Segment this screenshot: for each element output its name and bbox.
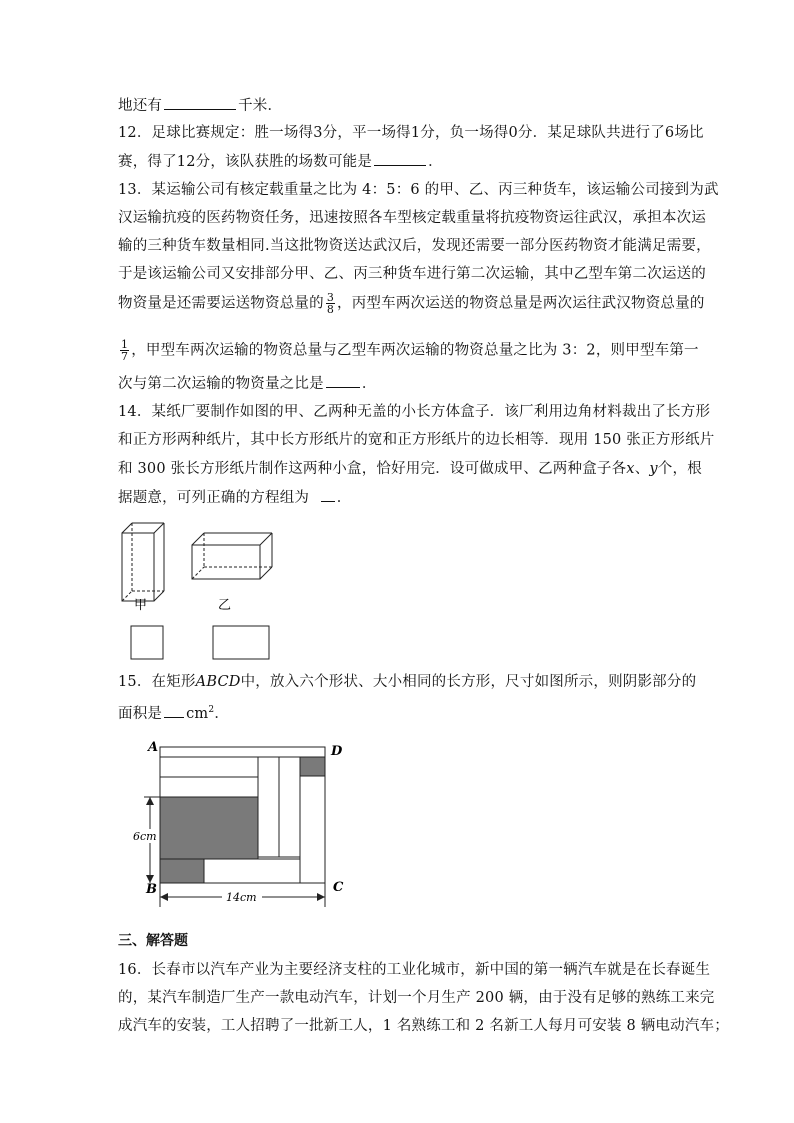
rectangle-figure <box>130 735 360 915</box>
vertex-d: D <box>331 744 343 759</box>
question-12-line2 <box>118 151 443 172</box>
rect-name: ABCD <box>195 674 241 690</box>
shaded-region <box>300 757 325 776</box>
answer-blank[interactable] <box>326 373 360 388</box>
small-rectangle <box>160 757 258 777</box>
shaded-region <box>160 859 204 883</box>
small-rectangle <box>300 776 325 883</box>
small-rectangle <box>279 757 300 857</box>
text: ． <box>336 490 352 506</box>
text: 15．在矩形 <box>118 674 196 690</box>
label-jia: 甲 <box>134 598 148 613</box>
answer-blank[interactable] <box>164 95 236 110</box>
question-13-line7 <box>118 373 377 394</box>
text: cm <box>186 705 209 722</box>
text: 千米． <box>238 98 283 114</box>
question-14-line3 <box>118 459 702 479</box>
question-15-line2 <box>118 700 229 724</box>
text: ，丙型车两次运送的物资总量是两次运往武汉物资总量的 <box>337 295 705 312</box>
small-rectangle <box>160 777 258 797</box>
vertex-b: B <box>146 882 157 897</box>
question-13-line3: 输的三种货车数量相同.当这批物资送达武汉后，发现还需要一部分医药物资才能满足需要， <box>118 238 711 254</box>
text-line <box>118 95 282 116</box>
text: 和 300 张长方形纸片制作这两种小盒，恰好用完．设可做成甲、乙两种盒子各 <box>118 461 627 477</box>
text: 中，放入六个形状、大小相同的长方形，尺寸如图所示，则阴影部分的 <box>240 674 697 690</box>
section-title: 三、解答题 <box>118 933 188 949</box>
fraction-numerator: 3 <box>326 291 335 304</box>
answer-blank[interactable] <box>164 703 184 718</box>
small-rectangle <box>258 757 279 857</box>
text: 物资量是还需要运送物资总量的 <box>118 295 324 312</box>
fraction-1-7 <box>120 339 129 362</box>
dim-width: 14cm <box>226 891 257 904</box>
answer-blank[interactable] <box>374 151 426 166</box>
text: ． <box>428 154 443 170</box>
variable-y: y <box>649 461 658 477</box>
question-13-line2: 汉运输抗疫的医药物资任务，迅速按照各车型核定载重量将抗疫物资运往武汉，承担本次运 <box>118 210 706 226</box>
question-13-line5 <box>118 292 705 315</box>
question-15-line1 <box>118 672 696 692</box>
text: ． <box>214 705 230 722</box>
text: ，甲型车两次运输的物资总量与乙型车两次运输的物资总量之比为 3：2，则甲型车第一 <box>131 342 699 359</box>
text: 面积是 <box>118 705 163 722</box>
fraction-3-8 <box>326 292 335 315</box>
shaded-region <box>160 797 258 859</box>
superscript: 2 <box>208 705 215 715</box>
box-yi-front <box>192 545 260 579</box>
question-13-line4: 于是该运输公司又安排部分甲、乙、丙三种货车进行第二次运输，其中乙型车第二次运送的 <box>118 266 706 282</box>
text: 个，根 <box>657 461 702 477</box>
question-16-line1: 16．长春市以汽车产业为主要经济支柱的工业化城市，新中国的第一辆汽车就是在长春诞生 <box>118 962 711 978</box>
answer-blank[interactable] <box>321 487 335 502</box>
dim-height: 6cm <box>133 830 157 843</box>
vertex-a: A <box>148 740 159 755</box>
variable-x: x <box>626 461 635 477</box>
text: 据题意，可列正确的方程组为 <box>118 490 310 506</box>
fraction-numerator: 1 <box>121 338 129 351</box>
fraction-denominator: 8 <box>326 303 335 316</box>
question-14-line1: 14．某纸厂要制作如图的甲、乙两种无盖的小长方体盒子．该厂利用边角材料裁出了长方形 <box>118 404 711 420</box>
question-16-line2: 的，某汽车制造厂生产一款电动汽车，计划一个月生产 200 辆，由于没有足够的熟练工来完 <box>118 990 715 1006</box>
question-16-line3: 成汽车的安装，工人招聘了一批新工人，1 名熟练工和 2 名新工人每月可安装 8 辆电动汽车； <box>118 1018 729 1034</box>
fraction-denominator: 7 <box>121 350 129 363</box>
rectangle-paper <box>213 626 269 659</box>
square-paper <box>131 626 163 659</box>
text: 地还有 <box>118 98 163 114</box>
small-rectangle <box>204 859 300 883</box>
label-yi: 乙 <box>218 598 232 613</box>
question-13-line6 <box>118 339 699 362</box>
question-14-line2: 和正方形两种纸片，其中长方形纸片的宽和正方形纸片的边长相等．现用 150 张正方形纸片 <box>118 432 715 448</box>
text: ． <box>361 376 377 392</box>
box-figure <box>110 515 290 665</box>
vertex-c: C <box>333 880 344 895</box>
question-14-line4 <box>118 487 351 508</box>
text: 、 <box>634 461 650 477</box>
question-13-line1: 13．某运输公司有核定载重量之比为 4：5：6 的甲、乙、丙三种货车，该运输公司接到为武 <box>118 182 719 198</box>
text: 次与第二次运输的物资量之比是 <box>118 376 324 392</box>
text: 赛，得了12分，该队获胜的场数可能是 <box>118 154 373 170</box>
question-12-line1: 12．足球比赛规定：胜一场得3分，平一场得1分，负一场得0分．某足球队共进行了6场比 <box>118 125 704 141</box>
